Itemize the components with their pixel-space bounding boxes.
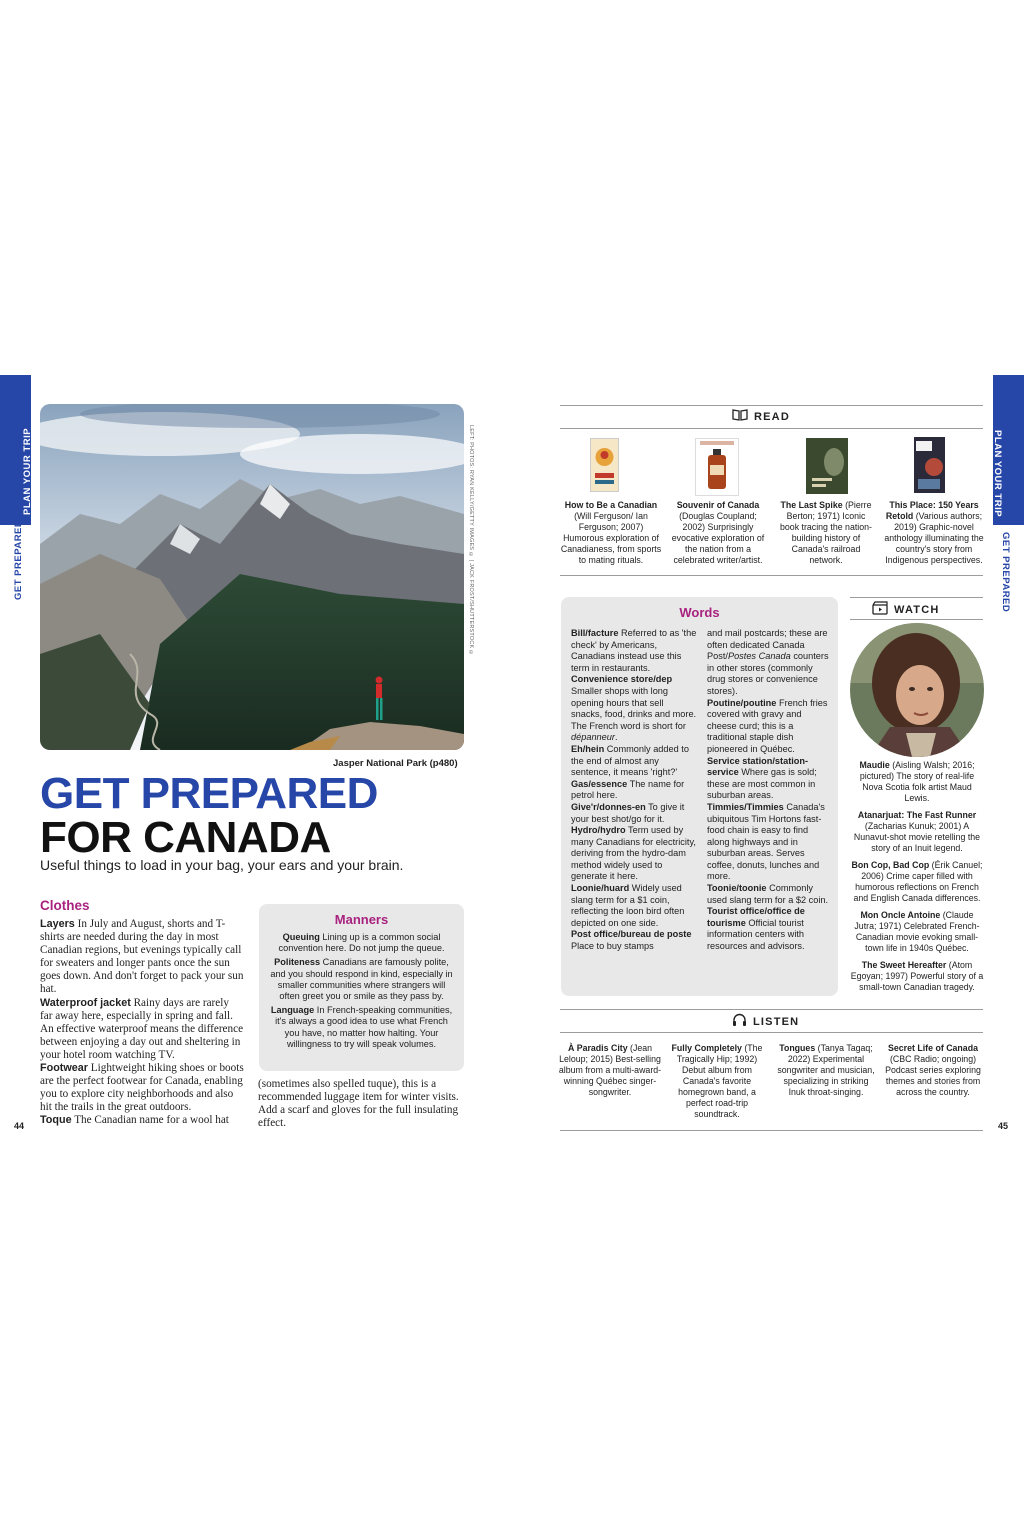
words-column-1 xyxy=(571,628,697,953)
word-entry xyxy=(571,802,697,825)
manners-term: Queuing xyxy=(282,932,320,942)
read-title: READ xyxy=(754,410,790,423)
word-term: Tourist office/office de tourisme xyxy=(707,906,805,928)
watch-item-title: The Sweet Hereafter xyxy=(861,960,947,970)
word-entry xyxy=(707,628,832,698)
book-detail: (Douglas Coupland; 2002) Surprisingly evocative exploration of the nation from a celebrated writer/artist. xyxy=(671,511,765,565)
word-def: and mail postcards; these are often dedicated Canada Post/ xyxy=(707,628,828,662)
word-term: Toonie/toonie xyxy=(707,883,767,894)
word-def: Place to buy stamps xyxy=(571,941,654,952)
word-term: Convenience store/dep xyxy=(571,674,673,685)
book-title: The Last Spike xyxy=(780,500,843,510)
manners-text: Lining up is a common social convention here. Do not jump the queue. xyxy=(278,932,445,954)
film-icon xyxy=(872,601,888,618)
page-number-right: 45 xyxy=(998,1121,1009,1131)
word-entry xyxy=(707,802,832,883)
clothes-term: Layers xyxy=(40,918,75,930)
words-title: Words xyxy=(679,605,720,620)
word-def: Widely used slang term for a $1 coin, reflecting the loon bird often depicted on one side. xyxy=(571,883,685,928)
word-term: Post office/bureau de poste xyxy=(571,929,692,940)
listen-item-detail: (Jean Leloup; 2015) Best-selling album from a multi-award-winning Québec singer-songwriter. xyxy=(558,1043,662,1097)
manners-text: Canadians are famously polite, and you should respond in kind, especially in smaller communities where strangers will often greet you or smile as they pass by. xyxy=(270,957,453,1002)
word-def: Commonly used slang term for a $2 coin. xyxy=(707,883,829,905)
word-term: Hydro/hydro xyxy=(571,825,626,836)
right-tab-sublabel: GET PREPARED xyxy=(1000,532,1011,613)
maudie-portrait xyxy=(850,623,984,757)
book-item xyxy=(667,500,769,566)
right-tab-label: PLAN YOUR TRIP xyxy=(992,430,1003,518)
right-side-tab xyxy=(993,375,1024,525)
manners-box xyxy=(259,904,464,1071)
listen-title: LISTEN xyxy=(753,1015,800,1028)
watch-item-title: Maudie xyxy=(859,760,890,770)
watch-item-title: Atanarjuat: The Fast Runner xyxy=(857,810,977,820)
watch-item xyxy=(850,910,984,954)
manners-term: Language xyxy=(270,1005,315,1016)
clothes-title: Clothes xyxy=(40,898,90,913)
listen-item-title: À Paradis City xyxy=(567,1043,628,1053)
book-cover xyxy=(914,437,945,493)
watch-item xyxy=(850,960,984,993)
headline-line1: GET PREPARED xyxy=(40,769,378,818)
word-italic: Postes Canada xyxy=(727,651,791,662)
word-entry xyxy=(571,674,697,744)
read-rule-2 xyxy=(560,428,983,429)
word-entry xyxy=(571,628,697,674)
clothes-text: Lightweight hiking shoes or boots are the perfect footwear for Canada, enabling you to explore city neighborhoods and also hit the trails in the great outdoors. xyxy=(40,1062,244,1114)
clothes-term: Toque xyxy=(40,1114,72,1127)
left-side-tab xyxy=(0,375,31,525)
word-entry xyxy=(707,883,832,906)
listen-item-title: Secret Life of Canada xyxy=(888,1043,978,1053)
read-header xyxy=(732,409,790,424)
book-item xyxy=(776,500,876,566)
word-term: Eh/hein xyxy=(571,743,605,754)
book-item xyxy=(882,500,986,566)
listen-rule xyxy=(560,1009,983,1010)
word-def: Where gas is sold; these are most common in suburban areas. xyxy=(707,767,817,801)
clothes-text: In July and August, shorts and T-shirts are needed during the day in most Canadian regions, but evenings typically call for sweaters and longer pants once the sun goes down. And don't forget to pack your sun hat. xyxy=(40,918,244,996)
word-term: Poutine/poutine xyxy=(707,697,777,708)
book-cover xyxy=(590,438,619,492)
read-rule xyxy=(560,405,983,406)
word-def-end: counters in other stores (commonly drug stores or convenience stores). xyxy=(707,651,829,696)
headline-line2: FOR CANADA xyxy=(40,813,331,862)
watch-item xyxy=(850,860,984,904)
word-term: Timmies/Timmies xyxy=(707,801,784,812)
word-entry xyxy=(571,929,697,952)
listen-rule-bottom xyxy=(560,1130,983,1131)
word-entry xyxy=(707,698,832,756)
word-def: Referred to as 'the check' by Americans, Canadians instead use this term in restaurants. xyxy=(571,628,697,673)
word-term: Bill/facture xyxy=(571,628,619,638)
clothes-term: Footwear xyxy=(40,1062,88,1075)
word-italic: dépanneur xyxy=(571,732,615,743)
word-term: Loonie/huard xyxy=(571,883,630,894)
word-def: Commonly added to the end of almost any sentence, it means 'right?' xyxy=(571,743,689,778)
word-entry xyxy=(707,906,832,952)
listen-rule-2 xyxy=(560,1032,983,1033)
book-detail: (Various authors; 2019) Graphic-novel anthology illuminating the country's story from Indigenous perspectives. xyxy=(884,511,984,565)
clothes-column-2 xyxy=(258,1078,464,1130)
word-entry xyxy=(571,825,697,883)
listen-item-title: Tongues xyxy=(779,1043,816,1053)
word-entry xyxy=(571,779,697,802)
word-def-end: . xyxy=(614,732,618,743)
watch-item-title: Mon Oncle Antoine xyxy=(860,910,941,920)
clothes-item xyxy=(40,1114,244,1127)
word-def: Canada's ubiquitous Tim Hortons fast-food chain is easy to find along highways and in suburban areas. Serves coffee, donuts, lunches and more. xyxy=(707,801,825,882)
words-column-2 xyxy=(707,628,832,953)
word-entry xyxy=(571,883,697,929)
book-cover xyxy=(806,438,848,494)
jasper-landscape-photo xyxy=(40,404,464,750)
watch-header xyxy=(872,601,940,618)
word-term: Service station/station-service xyxy=(707,755,809,778)
book-detail: (Pierre Berton; 1971) Iconic book tracing the nation-building history of Canada's railroad network. xyxy=(780,500,872,565)
watch-rule xyxy=(850,597,983,598)
words-box xyxy=(561,597,838,996)
clothes-text: Rainy days are rarely far away here, especially in spring and fall. An effective waterproof means the difference between enjoying a day out and sheltering in your hotel room watching TV. xyxy=(40,996,244,1061)
watch-item-detail: (Atom Egoyan; 1997) Powerful story of a small-town Canadian tragedy. xyxy=(850,960,984,992)
listen-item xyxy=(665,1043,769,1120)
watch-item-detail: (Aisling Walsh; 2016; pictured) The story of real-life Nova Scotia folk artist Maud Lewis. xyxy=(859,760,975,803)
page-number-left: 44 xyxy=(14,1121,25,1131)
word-entry xyxy=(707,756,832,802)
word-def: Official tourist information centers with resources and advisors. xyxy=(707,917,805,952)
listen-item-detail: (The Tragically Hip; 1992) Debut album from Canada's favorite homegrown band, a perfect road-trip soundtrack. xyxy=(676,1043,763,1119)
manners-body xyxy=(269,932,454,1053)
clothes-column-1 xyxy=(40,918,244,1128)
watch-title: WATCH xyxy=(894,603,940,616)
watch-list xyxy=(850,760,984,999)
lede: Useful things to load in your bag, your ears and your brain. xyxy=(40,857,404,873)
book-item xyxy=(560,500,662,566)
manners-term: Politeness xyxy=(274,957,321,968)
watch-item-title: Bon Cop, Bad Cop xyxy=(851,860,930,870)
left-tab-sublabel: GET PREPARED xyxy=(13,519,24,600)
watch-item xyxy=(850,810,984,854)
listen-item-detail: (CBC Radio; ongoing) Podcast series exploring themes and stories from across the country. xyxy=(885,1054,981,1097)
word-def: Term used by many Canadians for electricity, deriving from the hydro-dam method widely used to generate it here. xyxy=(571,825,696,882)
read-rule-bottom xyxy=(560,575,983,576)
watch-item-detail: (Zacharias Kunuk; 2001) A Nunavut-shot movie retelling the story of an Inuit legend. xyxy=(853,821,981,853)
left-tab-label: PLAN YOUR TRIP xyxy=(22,427,33,515)
book-title: Souvenir of Canada xyxy=(676,500,760,510)
listen-item xyxy=(880,1043,986,1098)
watch-rule-2 xyxy=(850,619,983,620)
listen-item xyxy=(558,1043,662,1098)
photo-caption: Jasper National Park (p480) xyxy=(333,758,458,769)
word-term: Give'r/donnes-en xyxy=(571,801,646,812)
manners-item xyxy=(269,957,454,1002)
listen-item xyxy=(774,1043,878,1098)
word-def: French fries covered with gravy and cheese curd; this is a traditional staple dish pioneered in Québec. xyxy=(707,697,828,754)
watch-item-detail: (Claude Jutra; 1971) Celebrated French-Canadian movie evoking small-town life in 1940s Québec. xyxy=(854,910,980,953)
clothes-text: The Canadian name for a wool hat xyxy=(71,1114,229,1127)
word-entry xyxy=(571,744,697,779)
book-cover xyxy=(695,438,739,496)
manners-text: In French-speaking communities, it's always a good idea to use what French you have, no matter how halting. Your willingness to try will speak volumes. xyxy=(275,1005,453,1049)
headphones-icon xyxy=(732,1013,747,1030)
book-icon xyxy=(732,409,748,424)
clothes-item xyxy=(40,1062,244,1114)
book-title: How to Be a Canadian xyxy=(564,500,658,510)
clothes-continued: (sometimes also spelled tuque), this is a recommended luggage item for winter visits. Add a scarf and gloves for the full insulating effect. xyxy=(258,1078,459,1130)
listen-item-title: Fully Completely xyxy=(671,1043,742,1053)
clothes-term: Waterproof jacket xyxy=(40,996,131,1009)
manners-title: Manners xyxy=(334,912,389,927)
word-term: Gas/essence xyxy=(571,778,628,789)
word-def: The name for petrol here. xyxy=(571,778,685,801)
listen-item-detail: (Tanya Tagaq; 2022) Experimental songwriter and musician, specializing in striking Inuk throat-singing. xyxy=(777,1043,875,1097)
clothes-item xyxy=(40,997,244,1062)
word-def: Smaller shops with long opening hours that sell snacks, food, drinks and more. The French word is short for xyxy=(571,685,697,731)
book-detail: (Will Ferguson/ Ian Ferguson; 2007) Humorous exploration of Canadianess, from sports to mating rituals. xyxy=(560,511,662,565)
listen-header xyxy=(732,1013,799,1030)
manners-item xyxy=(269,932,454,954)
clothes-item xyxy=(40,918,244,997)
word-def: To give it your best shot/go for it. xyxy=(571,801,685,824)
manners-item xyxy=(269,1005,454,1050)
photo-credit: LEFT: PHOTOS: RYAN KELLY/GETTY IMAGES © | JACK FROST/SHUTTERSTOCK © xyxy=(468,425,474,657)
watch-item xyxy=(850,760,984,804)
watch-item-detail: (Érik Canuel; 2006) Crime caper filled with humorous reflections on French and English Canada differences. xyxy=(853,860,983,903)
book-title: This Place: 150 Years Retold xyxy=(885,500,979,521)
